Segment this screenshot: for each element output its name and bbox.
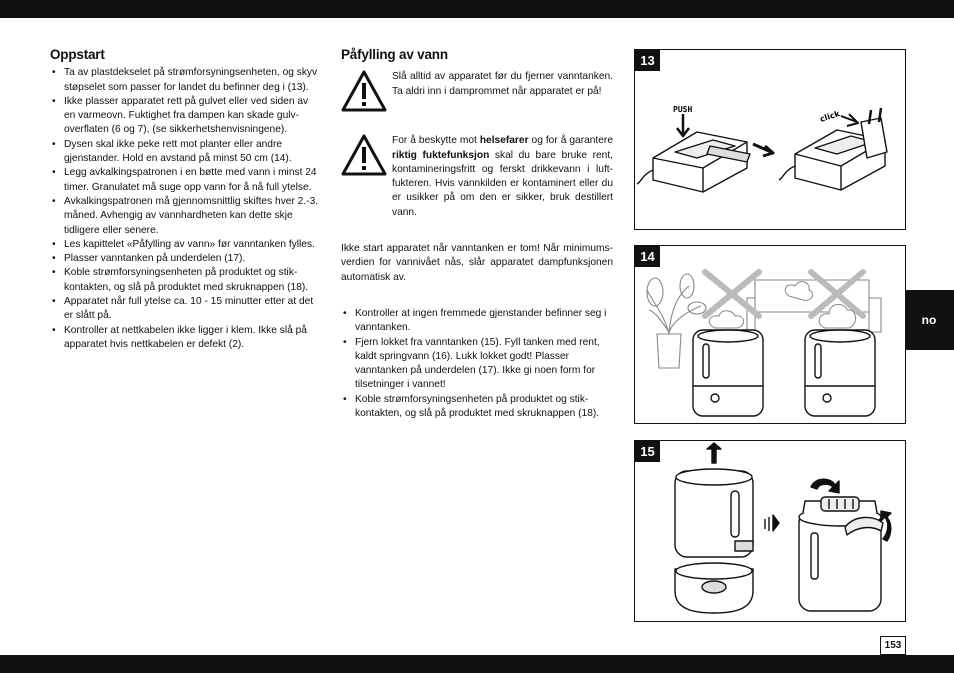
list-item: • Kontroller at nettkabelen ikke ligger i klem. Ikke slå på apparatet hvis nettkabelen er defekt (2).: [50, 324, 320, 353]
bold-helsefarer: helsefarer: [479, 135, 529, 147]
list-item: • Kontroller at ingen fremmede gjenstander befinner seg i vanntanken.: [341, 307, 613, 336]
empty-tank-paragraph: Ikke start apparatet når vanntanken er tom! Når minimums- verdien for vannivået nås, slår apparatet dampfunksjonen automatisk av.: [341, 243, 613, 283]
bottom-bar: [0, 655, 954, 673]
list-item: • Koble strømforsyningsenheten på produktet og stik- kontakten, og slå på produktet med skruknappen (18).: [50, 266, 320, 295]
page-number: 153: [880, 636, 906, 655]
oppstart-heading: Oppstart: [50, 47, 105, 62]
push-label: PUSH: [673, 105, 693, 114]
power-adapter-illustration: [635, 50, 905, 229]
list-item: • Ikke plasser apparatet rett på gulvet eller ved siden av en varmeovn. Fuktighet fra dampen kan skade gulv- overflaten (6 og 7), (se sikkerhetshenvisningene).: [50, 95, 320, 138]
figure-15: [634, 440, 906, 622]
placement-illustration: [635, 246, 905, 423]
list-item: • Ta av plastdekselet på strømforsyningsenheten, og skyv støpselet som passer for landet du befinner deg i (13).: [50, 66, 320, 95]
figure-13: [634, 49, 906, 230]
warning-icon: [341, 134, 387, 176]
list-item: • Koble strømforsyningsenheten på produktet og stik- kontakten, og slå på produktet med skruknappen (18).: [341, 393, 613, 422]
list-item: • Plasser vanntanken på underdelen (17).: [50, 252, 320, 266]
warning-icon: [341, 70, 387, 112]
bold-fuktefunksjon: riktig fuktefunksjon: [392, 149, 490, 161]
list-item: • Fjern lokket fra vanntanken (15). Fyll tanken med rent, kaldt springvann (16). Lukk lokket godt! Plasser vanntanken på underdelen (17). Ikke gi noen form for tilsetninger i vannet!: [341, 336, 613, 393]
list-item: • Apparatet når full ytelse ca. 10 - 15 minutter etter at det er slått på.: [50, 295, 320, 324]
figure-number: 14: [635, 246, 660, 267]
figure-number: 15: [635, 441, 660, 462]
list-item: • Legg avkalkingspatronen i en bøtte med vann i minst 24 timer. Granulatet må suge opp vann for å nå full ytelse.: [50, 166, 320, 195]
top-bar: [0, 0, 954, 18]
warning-block-2: [341, 134, 613, 220]
pafylling-section: [341, 48, 613, 421]
language-tab: no: [904, 290, 954, 350]
oppstart-section: [50, 48, 320, 352]
list-item: • Les kapittelet «Påfylling av vann» før vanntanken fylles.: [50, 238, 320, 252]
pafylling-list: [341, 307, 613, 421]
list-item: • Avkalkingspatronen må gjennomsnittlig skiftes hver 2.-3. måned. Avhengig av vannhardheten kan dette skje tidligere eller senere.: [50, 195, 320, 238]
pafylling-heading: Påfylling av vann: [341, 47, 448, 62]
warning-text-1: Slå alltid av apparatet før du fjerner vanntanken. Ta aldri inn i damprommet når apparatet er på!: [392, 71, 613, 97]
tank-removal-illustration: [635, 441, 905, 621]
figure-14: [634, 245, 906, 424]
figure-number: 13: [635, 50, 660, 71]
click-label: click: [818, 109, 841, 124]
list-item: • Dysen skal ikke peke rett mot planter eller andre gjenstander. Hold en avstand på minst 50 cm (14).: [50, 138, 320, 167]
oppstart-list: [50, 66, 320, 352]
warning-block-1: [341, 70, 613, 112]
warning-text-2: For å beskytte mot helsefarer og for å garantere riktig fuktefunksjon skal du bare bruke rent, kontamineringsfritt og ferskt drikkevann i luft- fukteren. Hvis vannkilden er kontaminert eller du er usikker på om den er sikker, bruk destillert vann.: [392, 135, 613, 218]
